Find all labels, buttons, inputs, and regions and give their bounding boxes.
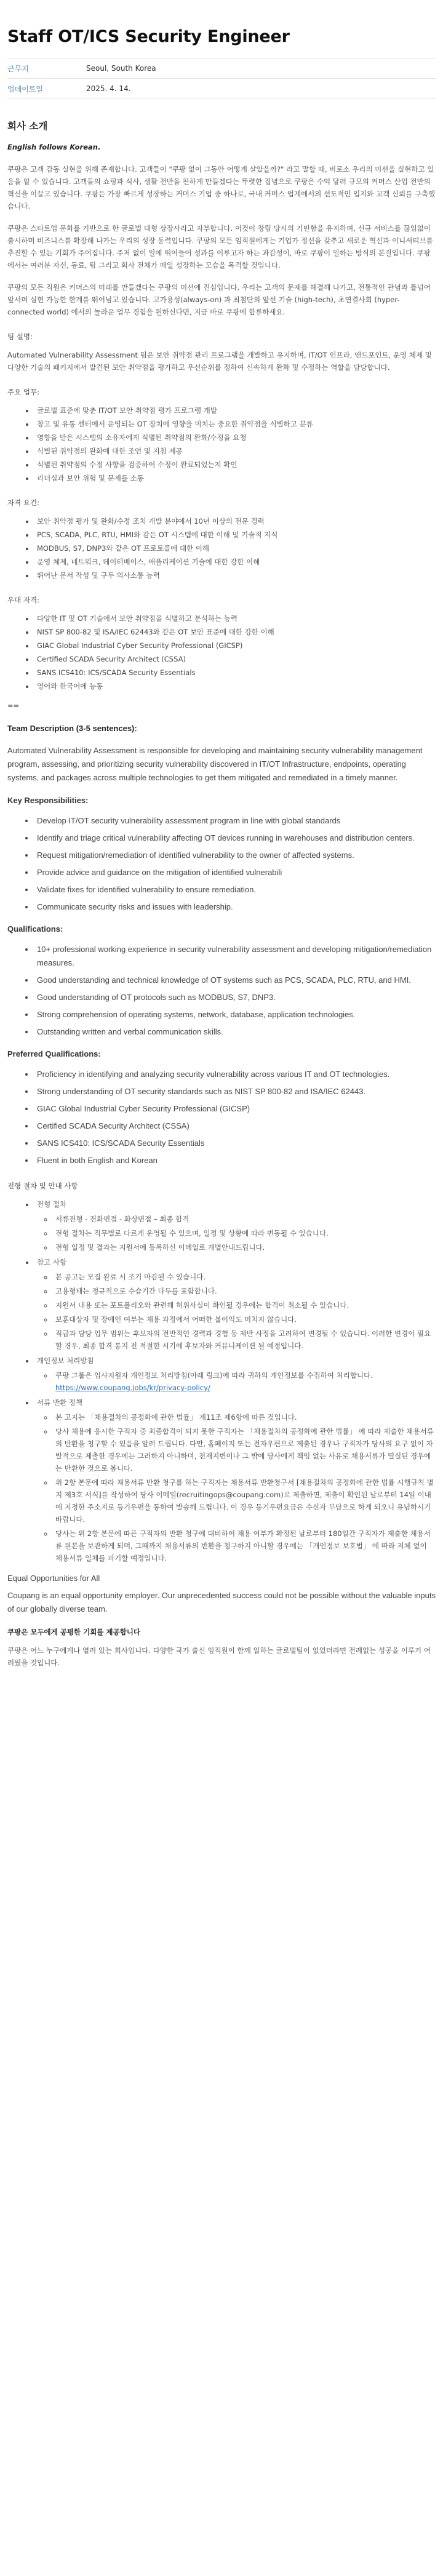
list-item: • 식별된 취약점의 완화에 대한 조언 및 지침 제공	[34, 445, 436, 457]
list-item: • GIAC Global Industrial Cyber Security Professional (GICSP)	[34, 1102, 436, 1116]
list-item: • 창고 및 유통 센터에서 운영되는 OT 장치에 영향을 미치는 중요한 취약점을 식별하고 분류	[34, 418, 436, 430]
list-item: • Good understanding of OT protocols such as MODBUS, S7, DNP3.	[34, 991, 436, 1004]
list-item: ◦ 전형 일정 및 결과는 지원서에 등록하신 이메일로 개별안내드립니다.	[53, 1241, 436, 1254]
list-item: ◦ 직급과 담당 업무 범위는 후보자의 전반적인 경력과 경험 등 제반 사정을 고려하여 변경될 수 있습니다. 이러한 변경이 필요할 경우, 최종 합격 통지 전 적절한 시기에 후보자와 커뮤니케이션 될 예정입니다.	[53, 1327, 436, 1352]
list-item: • 식별된 취약점의 수정 사항을 검증하여 수정이 완료되었는지 확인	[34, 458, 436, 471]
list-item: • 리더십과 보안 위험 및 문제를 소통	[34, 472, 436, 484]
privacy-policy-link[interactable]: https://www.coupang.jobs/kr/privacy-policy/	[55, 1383, 210, 1392]
eeo-section	[7, 1572, 436, 1616]
eeo-heading: Equal Opportunities for All	[7, 1574, 100, 1583]
process-group	[34, 1256, 436, 1352]
list-item: • NIST SP 800-82 및 ISA/IEC 62443와 같은 OT 보안 표준에 대한 강한 이해	[34, 626, 436, 638]
team-description-en: Automated Vulnerability Assessment is responsible for developing and maintaining security vulnerability management program, assessing, and prioritizing security vulnerability discovered in IT/OT Infrastructure, endpoints, operating systems, and packages across multiple technologies to get them mitigated and remediated in a timely manner.	[7, 746, 423, 782]
section-heading: Qualifications:	[7, 924, 63, 934]
list-item: ◦ 당사는 위 2항 본문에 따른 구직자의 반환 청구에 대비하여 채용 여부가 확정된 날로부터 180일간 구직자가 제출한 채용서류 원본을 보관하게 되며, 그때까지 채용서류의 반환을 청구하지 아니할 경우에는 「개인정보 보호법」 에 따라 지체 없이 채용서류 일체를 파기할 예정입니다.	[53, 1527, 436, 1564]
about-heading: 회사 소개	[7, 121, 48, 132]
job-meta-table	[7, 58, 436, 99]
list-item: • SANS ICS410: ICS/SCADA Security Essentials	[34, 1137, 436, 1150]
english-section	[7, 722, 436, 1167]
sub-list	[37, 1271, 436, 1352]
list-item: • Proficiency in identifying and analyzing security vulnerability across various IT and OT technologies.	[34, 1068, 436, 1081]
list-item: ◦ 본 고지는 「채용절차의 공정화에 관한 법률」 제11조 제6항에 따른 것입니다.	[53, 1411, 436, 1423]
list-item: • SANS ICS410: ICS/SCADA Security Essentials	[34, 666, 436, 679]
process-group	[34, 1396, 436, 1564]
list-item: • Strong comprehension of operating systems, network, database, application technologies.	[34, 1008, 436, 1022]
list-item: • Request mitigation/remediation of identified vulnerability to the owner of affected systems.	[34, 849, 436, 862]
list-item: ◦ 서류전형 - 전화면접 - 화상면접 – 최종 합격	[53, 1213, 436, 1225]
eeo-text: Coupang is an equal opportunity employer. Our unprecedented success could not be possible without the valuable inputs of our globally diverse team.	[7, 1591, 436, 1614]
group-title: 개인정보 처리방침	[37, 1356, 94, 1365]
list-item: ◦ 보훈대상자 및 장애인 여부는 채용 과정에서 어떠한 불이익도 미치지 않습니다.	[53, 1313, 436, 1326]
list-item: • 다양한 IT 및 OT 기술에서 보안 취약점을 식별하고 분석하는 능력	[34, 612, 436, 625]
list-item: • Communicate security risks and issues with leadership.	[34, 900, 436, 914]
list-item: ◦ 당사 채용에 응시한 구직자 중 최종합격이 되지 못한 구직자는 「채용절차의 공정화에 관한 법률」 에 따라 제출한 채용서류의 반환을 청구할 수 있음을 알려 드립니다. 다만, 홈페이지 또는 전자우편으로 제출된 경우나 구직자가 당사의 요구 없이 자발적으로 제출한 경우에는 그러하지 아니하며, 천재지변이나 그 밖에 당사에게 책임 없는 사유로 채용서류가 멸실된 경우에는 반환한 것으로 봅니다.	[53, 1425, 436, 1474]
list-item: ◦ 위 2항 본문에 따라 채용서류 반환 청구를 하는 구직자는 채용서류 반환청구서 [채용절차의 공정화에 관한 법률 시행규칙 별지 제3호 서식]를 작성하여 당사 이메일(recruitingops@coupang.com)로 제출하면, 제출이 확인된 날로부터 14일 이내에 지정한 주소지로 등기우편을 통하여 발송해 드립니다. 이 경우 등기우편요금은 수신자 부담으로 하게 되오니 유념하시기 바랍니다.	[53, 1476, 436, 1526]
sub-list	[37, 1369, 436, 1394]
list-item: • Identify and triage critical vulnerability affecting OT devices running in warehouses and distribution centers.	[34, 831, 436, 845]
list-item: • Certified SCADA Security Architect (CSSA)	[34, 1119, 436, 1133]
group-title: 서류 반환 정책	[37, 1398, 82, 1407]
list-item: • PCS, SCADA, PLC, RTU, HMI와 같은 OT 시스템에 대한 이해 및 기술적 지식	[34, 529, 436, 541]
section-heading: Key Responsibilities:	[7, 796, 89, 805]
language-divider: ==	[7, 702, 20, 710]
group-title: 참고 사항	[37, 1258, 67, 1266]
list-item: • Fluent in both English and Korean	[34, 1154, 436, 1167]
list-item: • Validate fixes for identified vulnerability to ensure remediation.	[34, 883, 436, 897]
closing-text: 쿠팡은 어느 누구에게나 열려 있는 회사입니다. 다양한 국가 출신 임직원이 함께 일하는 글로벌팀이 없었더라면 전례없는 성공을 이루기 어려웠을 것입니다.	[7, 1646, 431, 1667]
qualifications-list	[7, 515, 436, 582]
meta-label: 근무지	[7, 58, 86, 79]
section-heading: Preferred Qualifications:	[7, 1049, 101, 1058]
about-paragraph: 쿠팡은 스타트업 문화를 기반으로 한 글로벌 대형 상장사라고 자부합니다. 이것이 창립 당시의 기민함을 유지하며, 신규 서비스를 끊임없이 출시하며 비즈니스를 확장해 나가는 우리의 성장 동력입니다. 쿠팡의 모든 임직원에게는 기업가 정신을 갖추고 새로운 혁신과 이니셔티브를 추진할 수 있는 기회가 주어집니다. 주저 없이 일에 뛰어들어 성과를 이루고자 하는 과감성이, 바로 쿠팡이 일하는 방식의 본질입니다. 쿠팡에서는 여러분 자신, 동료, 팀 그리고 회사 전체가 매일 성장하는 모습을 목격할 것입니다.	[7, 224, 433, 270]
list-item: • Strong understanding of OT security standards such as NIST SP 800-82 and ISA/IEC 62443.	[34, 1085, 436, 1098]
privacy-text: 쿠팡 그룹은 입사지원자 개인정보 처리방침(아래 링크)에 따라 귀하의 개인정보를 수집하여 처리합니다.	[55, 1371, 373, 1380]
section-heading: 우대 자격:	[7, 596, 39, 604]
sub-list	[37, 1213, 436, 1254]
qualifications-list-en	[7, 943, 436, 1039]
list-item: ◦ 전형 절차는 직무별로 다르게 운영될 수 있으며, 일정 및 상황에 따라 변동될 수 있습니다.	[53, 1227, 436, 1239]
list-item: • 뛰어난 문서 작성 및 구두 의사소통 능력	[34, 569, 436, 582]
process-list	[7, 1198, 436, 1564]
sub-list	[37, 1411, 436, 1564]
preferred-list-en	[7, 1068, 436, 1167]
job-title: Staff OT/ICS Security Engineer	[7, 27, 290, 46]
process-group	[34, 1198, 436, 1254]
list-item: • Certified SCADA Security Architect (CSSA)	[34, 653, 436, 665]
list-item: • GIAC Global Industrial Cyber Security Professional (GICSP)	[34, 639, 436, 652]
list-item: • Outstanding written and verbal communication skills.	[34, 1025, 436, 1039]
list-item: • MODBUS, S7, DNP3와 같은 OT 프로토콜에 대한 이해	[34, 542, 436, 554]
preferred-list	[7, 612, 436, 692]
list-item: • 글로벌 표준에 맞춘 IT/OT 보안 취약점 평가 프로그램 개발	[34, 404, 436, 417]
team-heading: 팀 설명:	[7, 332, 33, 341]
list-item: • Develop IT/OT security vulnerability assessment program in line with global standards	[34, 814, 436, 828]
language-note: English follows Korean.	[7, 143, 101, 151]
about-paragraph: 쿠팡의 모든 직원은 커머스의 미래를 만들겠다는 쿠팡의 미션에 진심입니다. 우리는 고객의 문제를 해결해 나가고, 전통적인 관념과 틀넘어 앞서며 실현 가능한 한계를 뛰어넘고 있습니다. 고가용성(always-on) 과 최첨단의 앞선 기술 (high-tech), 초연결사회 (hyper-connected world) 에서의 놀라운 업무 경험을 원하신다면, 지금 바로 쿠팡에 합류하세요.	[7, 283, 431, 316]
closing-heading: 쿠팡은 모두에게 공평한 기회를 제공합니다	[7, 1628, 140, 1636]
about-paragraph: 쿠팡은 고객 감동 실현을 위해 존재합니다. 고객들이 "쿠팡 없이 그동안 어떻게 살았을까?" 라고 말할 때, 비로소 우리의 미션을 실현하고 있음을 알 수 있습니다. 고객들의 쇼핑과 식사, 생활 전반을 편하게 만들겠다는 뚜렷한 집념으로 쿠팡은 수억 달러 규모의 커머스 산업 전반의 혁신을 이끌고 있습니다. 쿠팡은 가장 빠르게 성장하는 커머스 기업 중 하나로, 국내 커머스 업계에서의 선도적인 입지와 고객 신뢰를 구축했습니다.	[7, 165, 436, 210]
job-description	[7, 119, 436, 1669]
group-title: 전형 절차	[37, 1200, 67, 1209]
meta-value: Seoul, South Korea	[86, 58, 436, 79]
list-item: • 영향을 받은 시스템의 소유자에게 식별된 취약점의 완화/수정을 요청	[34, 431, 436, 444]
list-item: • 보안 취약점 평가 및 완화/수정 조치 개발 분야에서 10년 이상의 전문 경력	[34, 515, 436, 527]
process-heading: 전형 절차 및 안내 사항	[7, 1182, 78, 1190]
meta-value: 2025. 4. 14.	[86, 79, 436, 99]
list-item	[53, 1369, 436, 1394]
section-heading: 주요 업무:	[7, 388, 39, 396]
meta-label: 업데이트일	[7, 79, 86, 99]
meta-row-location	[7, 58, 436, 79]
list-item: • 운영 체제, 네트워크, 데이터베이스, 애플리케이션 기술에 대한 강한 이해	[34, 556, 436, 568]
list-item: ◦ 본 공고는 모집 완료 시 조기 마감될 수 있습니다.	[53, 1271, 436, 1283]
team-description: Automated Vulnerability Assessment 팀은 보안 취약점 관리 프로그램을 개발하고 유지하며, IT/OT 인프라, 엔드포인트, 운영 체제 및 다양한 기술의 패키지에서 발견된 보안 취약점을 평가하고 우선순위를 정하여 신속하게 완화 및 수정하는 역할을 담당합니다.	[7, 351, 432, 372]
responsibilities-list-en	[7, 814, 436, 914]
list-item: • Provide advice and guidance on the mitigation of identified vulnerabili	[34, 866, 436, 879]
meta-row-updated	[7, 79, 436, 99]
list-item: • 영어와 한국어에 능통	[34, 680, 436, 692]
section-heading: 자격 요건:	[7, 498, 39, 507]
list-item: • 10+ professional working experience in security vulnerability assessment and developing mitigation/remediation measures.	[34, 943, 436, 970]
list-item: ◦ 지원서 내용 또는 포트폴리오와 관련해 허위사실이 확인될 경우에는 합격이 취소될 수 있습니다.	[53, 1299, 436, 1311]
process-group	[34, 1354, 436, 1394]
list-item: • Good understanding and technical knowledge of OT systems such as PCS, SCADA, PLC, RTU, and HMI.	[34, 974, 436, 987]
section-heading: Team Description (3-5 sentences):	[7, 724, 137, 733]
list-item: ◦ 고용형태는 정규직으로 수습기간 다두를 포함합니다.	[53, 1285, 436, 1297]
responsibilities-list	[7, 404, 436, 484]
